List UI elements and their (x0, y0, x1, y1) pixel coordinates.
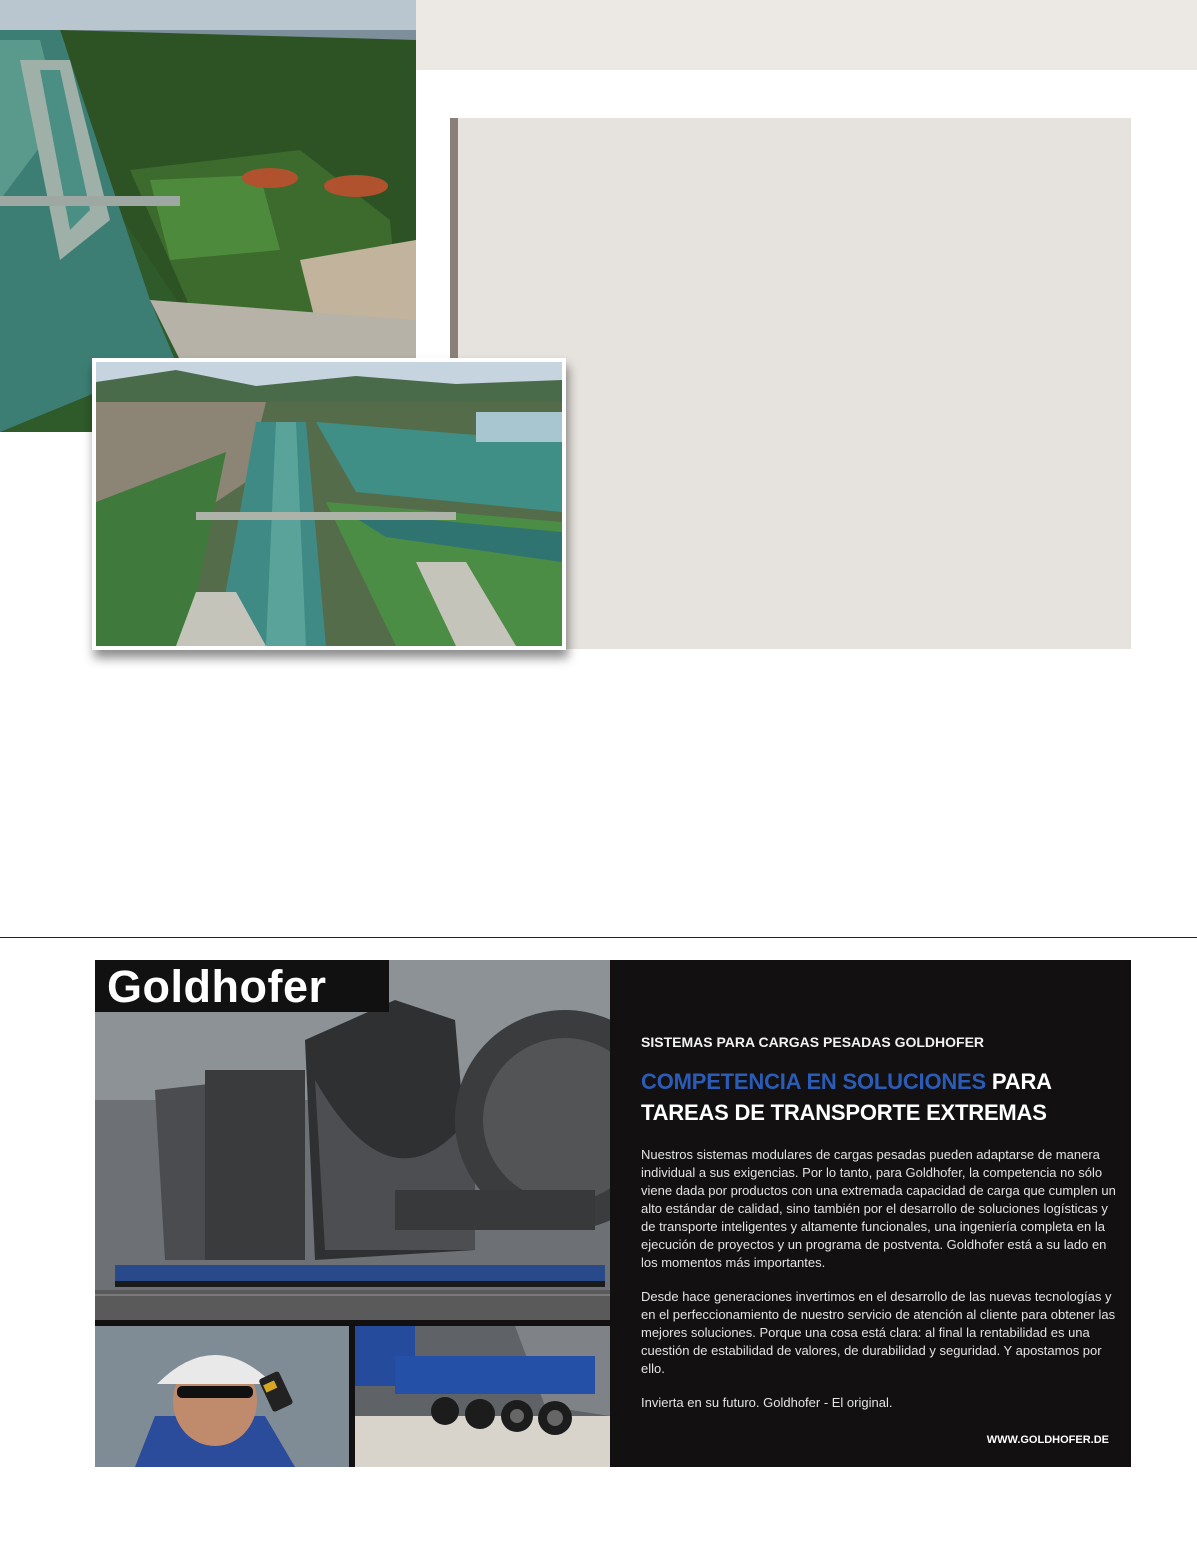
brand-name: Goldhofer (107, 961, 327, 1012)
ad-paragraph-1: Nuestros sistemas modulares de cargas pesadas pueden adaptarse de manera individual a sus exigencias. Por lo tanto, para Goldhofer, la competencia no sólo viene dada por productos con una extremada capacidad de carga que cumplen un alto estándar de calidad, sino también por el desarrollo de soluciones logísticas y de transporte inteligentes y altamente funcionales, una ingeniería completa en la ejecución de proyectos y un programa de postventa. Goldhofer está a su lado en los momentos más importantes. (641, 1147, 1116, 1270)
goldhofer-advertisement (95, 960, 1131, 1467)
goldhofer-logo (95, 960, 389, 1012)
headline-line2: TAREAS DE TRANSPORTE EXTREMAS (641, 1100, 1047, 1125)
ad-kicker: SISTEMAS PARA CARGAS PESADAS GOLDHOFER (641, 1034, 985, 1050)
headline-rest: PARA (986, 1069, 1052, 1094)
sidebar-accent-rule (450, 118, 458, 358)
ad-main-photo (95, 960, 610, 1320)
worker-with-radio-photo-icon (95, 1326, 349, 1467)
ad-website-link[interactable]: WWW.GOLDHOFER.DE (986, 1434, 1109, 1446)
ad-paragraph-3: Invierta en su futuro. Goldhofer - El original. (641, 1395, 893, 1410)
header-band (416, 0, 1197, 70)
locks-inset-photo (92, 358, 566, 650)
ad-paragraph-2: Desde hace generaciones invertimos en el desarrollo de las nuevas tecnologías y en el perfeccionamiento de nuestro servicio de atención al cliente para obtener las mejores soluciones. Porque una cosa está clara: al final la rentabilidad es una cuestión de estabilidad de valores, de durabilidad y seguridad. Y apostamos por ello. (641, 1289, 1116, 1376)
ad-worker-photo (95, 1326, 349, 1467)
modular-trailer-photo-icon (355, 1326, 610, 1467)
canal-locks-construction-photo-icon (96, 362, 562, 646)
ad-copy (641, 1034, 1119, 1428)
ad-trailer-photo (355, 1326, 610, 1467)
heavy-load-structure-photo-icon (95, 960, 610, 1320)
ad-headline (641, 1066, 1119, 1128)
page-divider (0, 937, 1197, 938)
headline-highlight: COMPETENCIA EN SOLUCIONES (641, 1069, 986, 1094)
